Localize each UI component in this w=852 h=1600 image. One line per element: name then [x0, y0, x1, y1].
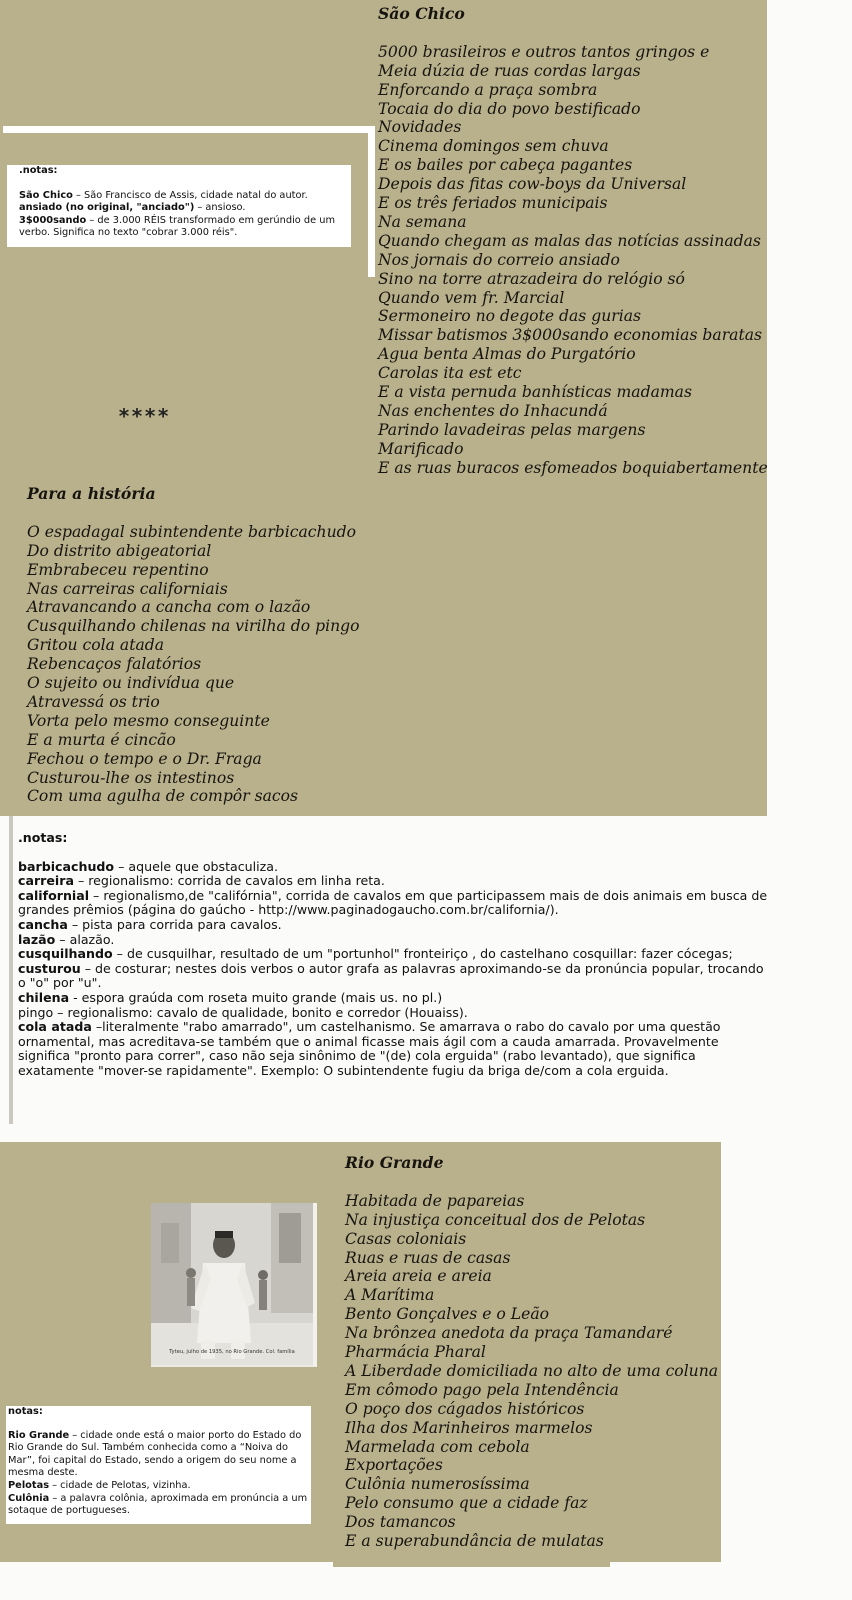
poem-line: Ruas e ruas de casas: [345, 1248, 511, 1267]
poem-line: Ilha dos Marinheiros marmelos: [345, 1418, 593, 1437]
poem-line: Sino na torre atrazadeira do relógio só: [378, 269, 685, 288]
note-entry: [18, 933, 772, 948]
note-text: – regionalismo,de "califórnia", corrida de cavalos em que participassem mais de dois animais em busca de grandes prêmios (página do gaúcho - http://www.paginadogaucho.com.br/california/).: [18, 887, 768, 918]
poem-line: Na injustiça conceitual dos de Pelotas: [345, 1210, 646, 1229]
poem-line: Custurou-lhe os intestinos: [27, 768, 235, 787]
note-text: – de costurar; nestes dois verbos o autor grafa as palavras aproximando-se da pronúncia popular, trocando o "o" por "u".: [18, 960, 764, 991]
poem-line: Meia dúzia de ruas cordas largas: [378, 61, 641, 80]
note-text: – a palavra colônia, aproximada em pronúncia a um sotaque de portugueses.: [8, 1492, 308, 1517]
poem-line: Dos tamancos: [345, 1513, 456, 1532]
note-term: californial: [18, 887, 90, 903]
poem-line: Nas enchentes do Inhacundá: [378, 402, 608, 421]
note-entry: [18, 962, 772, 991]
poem-line: Depois das fitas cow-boys da Universal: [378, 175, 687, 194]
note-text: – pista para corrida para cavalos.: [67, 916, 282, 932]
poem-line: E a superabundância de mulatas: [345, 1532, 604, 1551]
poem-sao-chico: [378, 5, 768, 478]
note-term: Pelotas: [8, 1479, 50, 1491]
note-text: – de cusquilhar, resultado de um "portunhol" fronteiriço , do castelhano cosquillar: fazer cócegas;: [112, 946, 733, 962]
poem-title: Para a história: [27, 484, 156, 503]
note-text: – regionalismo: corrida de cavalos em linha reta.: [73, 873, 385, 889]
notes-list: [18, 860, 772, 1079]
poem-line: Gritou cola atada: [27, 636, 165, 655]
poem-line: E os bailes por cabeça pagantes: [378, 156, 633, 175]
notes-list: [19, 190, 351, 240]
note-entry: [18, 874, 772, 889]
notes-header: .notas:: [18, 830, 68, 845]
poem-line: Carolas ita est etc: [378, 364, 522, 383]
poem-line: Com uma agulha de compôr sacos: [27, 787, 299, 806]
note-text: – ansioso.: [194, 202, 246, 214]
poem-line: Parindo lavadeiras pelas margens: [378, 420, 646, 439]
note-text: –literalmente "rabo amarrado", um castelhanismo. Se amarrava o rabo do cavalo por uma questão ornamental, mas acreditava-se também que o animal ficasse mais ágil com a cauda amarrada. Provavelmente significa "pronto para correr", caso não seja sinônimo de "(de) cola erguida" (rabo levantado), que significa exatamente "mover-se rapidamente". Exemplo: O subintendente fugiu da briga de/com a cola erguida.: [18, 1019, 721, 1078]
note-term: chilena: [18, 989, 70, 1005]
poem-line: Vorta pelo mesmo conseguinte: [27, 711, 270, 730]
poem-line: Agua benta Almas do Purgatório: [378, 345, 636, 364]
note-term: carreira: [18, 873, 74, 889]
poem-line: O espadagal subintendente barbicachudo: [27, 522, 356, 541]
poem-line: Tocaia do dia do povo bestificado: [378, 99, 641, 118]
poem-line: Quando chegam as malas das notícias assinadas: [378, 231, 761, 250]
notes-list: [8, 1430, 311, 1518]
note-text: - espora graúda com roseta muito grande (mais us. no pl.): [69, 989, 443, 1005]
poem-line: Em cômodo pago pela Intendência: [345, 1380, 619, 1399]
note-term: cusquilhando: [18, 946, 113, 962]
note-term: cola atada: [18, 1019, 92, 1035]
note-entry: [18, 1006, 772, 1021]
poem-line: Na semana: [378, 212, 467, 231]
poem-line: Habitada de papareias: [345, 1191, 525, 1210]
note-text: – alazão.: [55, 931, 115, 947]
section-separator: ****: [118, 404, 171, 428]
poem-line: Exportações: [345, 1456, 443, 1475]
note-text: – aquele que obstaculiza.: [114, 858, 278, 874]
poem-line: O poço dos cágados históricos: [345, 1399, 585, 1418]
poem-line: Na brônzea anedota da praça Tamandaré: [345, 1324, 673, 1343]
note-term: cancha: [18, 916, 68, 932]
note-text: – São Francisco de Assis, cidade natal do autor.: [72, 189, 308, 201]
note-text: – de 3.000 RÉIS transformado em gerúndio de um verbo. Significa no texto "cobrar 3.000 réis".: [19, 214, 336, 239]
white-rule-vertical: [368, 126, 375, 277]
note-term: ansiado (no original, "anciado"): [19, 202, 195, 214]
note-entry: [18, 860, 772, 875]
poem-line: Marmelada com cebola: [345, 1437, 530, 1456]
note-term: Rio Grande: [8, 1429, 70, 1441]
notes-box-sao-chico: [7, 165, 351, 247]
poem-line: Missar batismos 3$000sando economias baratas: [378, 326, 763, 345]
photo-caption: Tyteu, julho de 1935, no Rio Grande. Col. família: [169, 1349, 295, 1355]
poem-line: E a vista pernuda banhísticas madamas: [378, 383, 692, 402]
poem-line: A Marítima: [345, 1286, 435, 1305]
poem-line: A Liberdade domiciliada no alto de uma coluna: [345, 1361, 719, 1380]
note-entry: [18, 889, 772, 918]
note-text: – cidade onde está o maior porto do Estado do Rio Grande do Sul. Também conhecida como a “Noiva do Mar”, foi capital do Estado, sendo a origem do seu nome a mesma deste.: [8, 1429, 302, 1479]
poem-line: Pharmácia Pharal: [345, 1343, 486, 1362]
poem-line: Marificado: [378, 439, 464, 458]
poem-line: Atravessá os trio: [27, 692, 160, 711]
poem-line: E os três feriados municipais: [378, 194, 608, 213]
poem-line: Rebencaços falatórios: [27, 655, 202, 674]
white-rule-horizontal: [3, 126, 375, 133]
poem-line: Novidades: [378, 118, 462, 137]
poem-lines: [378, 43, 768, 478]
poem-title: São Chico: [378, 4, 465, 23]
note-entry: [8, 1493, 311, 1518]
note-entry: [18, 1020, 772, 1078]
poem-rio-grande: [345, 1154, 718, 1551]
poem-title: Rio Grande: [345, 1153, 444, 1172]
poem-lines: [27, 523, 360, 807]
note-entry: [18, 918, 772, 933]
note-term: lazão: [18, 931, 56, 947]
note-entry: [19, 215, 351, 240]
note-entry: [18, 991, 772, 1006]
poem-line: Do distrito abigeatorial: [27, 541, 212, 560]
note-entry: [18, 947, 772, 962]
note-term: São Chico: [19, 189, 73, 201]
poem-line: Atravancando a cancha com o lazão: [27, 598, 311, 617]
note-entry: [19, 202, 351, 215]
poem-line: Areia areia e areia: [345, 1267, 492, 1286]
notes-box-rio-grande: [6, 1406, 311, 1524]
notes-header: notas:: [8, 1406, 43, 1417]
rio-grande-panel-tail: [333, 1562, 610, 1567]
note-term: Culônia: [8, 1492, 50, 1504]
note-entry: [8, 1480, 311, 1493]
poem-line: Quando vem fr. Marcial: [378, 288, 565, 307]
note-entry: [19, 190, 351, 203]
poem-line: Culônia numerosíssima: [345, 1475, 530, 1494]
note-term: barbicachudo: [18, 858, 115, 874]
poem-line: Sermoneiro no degote das gurias: [378, 307, 642, 326]
poem-line: Enforcando a praça sombra: [378, 80, 598, 99]
poem-line: Embrabeceu repentino: [27, 560, 209, 579]
poem-line: O sujeito ou indivídua que: [27, 674, 235, 693]
poem-line: Cusquilhando chilenas na virilha do pingo: [27, 617, 360, 636]
poem-line: Cinema domingos sem chuva: [378, 137, 609, 156]
photo-image: [151, 1203, 313, 1365]
photo-tyteu: [151, 1203, 317, 1367]
poem-line: Casas coloniais: [345, 1229, 467, 1248]
notes-header: .notas:: [19, 165, 58, 176]
poem-line: Pelo consumo que a cidade faz: [345, 1494, 588, 1513]
poem-para-a-historia: [27, 485, 360, 806]
poem-line: E as ruas buracos esfomeados boquiabertamente: [378, 458, 768, 477]
note-term: 3$000sando: [19, 214, 87, 226]
poem-line: Nos jornais do correio ansiado: [378, 250, 620, 269]
poem-line: Bento Gonçalves e o Leão: [345, 1305, 550, 1324]
poem-lines: [345, 1192, 718, 1551]
poem-line: Fechou o tempo e o Dr. Fraga: [27, 749, 262, 768]
note-entry: [8, 1430, 311, 1480]
poem-line: Nas carreiras californiais: [27, 579, 228, 598]
note-text: pingo – regionalismo: cavalo de qualidade, bonito e corredor (Houaiss).: [18, 1004, 468, 1020]
poem-line: 5000 brasileiros e outros tantos gringos e: [378, 42, 710, 61]
poem-line: E a murta é cincão: [27, 730, 176, 749]
note-term: custurou: [18, 960, 81, 976]
notes-box-para-a-historia: [13, 831, 772, 1123]
note-text: – cidade de Pelotas, vizinha.: [49, 1479, 191, 1491]
